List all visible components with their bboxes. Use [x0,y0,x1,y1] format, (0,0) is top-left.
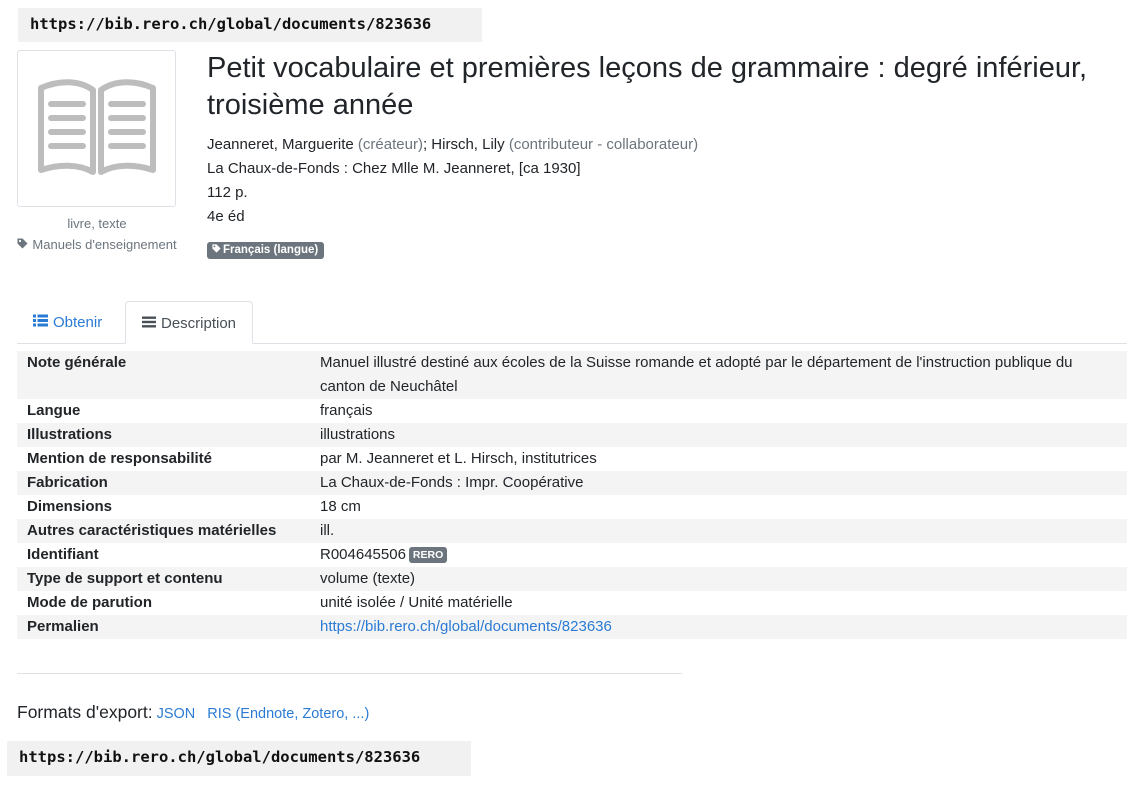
field-value [310,615,1127,639]
table-row [17,615,1127,639]
table-row [17,399,1127,423]
field-value: volume (texte) [320,570,416,587]
language-badge-label: Français (langue) [223,244,319,256]
field-label: Note générale [27,354,127,371]
tab-description-label: Description [161,315,237,332]
table-row [17,351,1127,399]
field-value: ill. [320,522,335,539]
table-row [17,543,1127,567]
field-label: Permalien [27,618,99,635]
author-role: (créateur) [357,136,423,153]
author-separator: ; [422,136,428,153]
extent: 112 p. [207,184,248,201]
table-row [17,447,1127,471]
description-table [17,351,1127,639]
url-banner-bottom: https://bib.rero.ch/global/documents/823636 [7,741,471,776]
field-label: Mention de responsabilité [27,450,213,467]
subject-tag[interactable] [17,236,177,253]
field-label: Identifiant [27,546,99,563]
field-label: Mode de parution [27,594,152,611]
field-label: Fabrication [27,474,108,491]
export-ris-link[interactable]: RIS (Endnote, Zotero, ...) [207,706,370,722]
field-value: Manuel illustré destiné aux écoles de la Suisse romande et adopté par le département de l'instruction publique du canton de Neuchâtel [320,354,1073,395]
cover-thumbnail [17,50,176,207]
subject-tag-label: Manuels d'enseignement [32,237,177,252]
author-link[interactable]: Jeanneret, Marguerite [207,136,354,153]
tab-obtenir-label: Obtenir [53,314,103,331]
field-value: unité isolée / Unité matérielle [320,594,513,611]
identifier-value: R004645506 [320,546,406,563]
contributor-role: (contributeur - collaborateur) [508,136,699,153]
permalink-link[interactable]: https://bib.rero.ch/global/documents/823636 [320,618,612,635]
publication-statement: La Chaux-de-Fonds : Chez Mlle M. Jeanneret, [ca 1930] [207,160,581,177]
tab-obtenir[interactable] [17,301,118,343]
field-value: 18 cm [320,498,361,515]
table-row [17,423,1127,447]
table-row [17,495,1127,519]
field-label: Langue [27,402,81,419]
document-title: Petit vocabulaire et premières leçons de grammaire : degré inférieur, troisième année [207,52,1088,121]
tab-bar [17,301,1127,344]
contributor-link[interactable]: Hirsch, Lily [431,136,505,153]
field-value: La Chaux-de-Fonds : Impr. Coopérative [320,474,584,491]
field-value: par M. Jeanneret et L. Hirsch, institutrices [320,450,597,467]
field-value: illustrations [320,426,396,443]
bars-icon [142,302,156,344]
field-label: Type de support et contenu [27,570,223,587]
source-badge: RERO [409,547,447,563]
open-book-icon [35,76,159,180]
export-label: Formats d'export: [17,702,153,722]
table-row [17,519,1127,543]
divider [17,673,682,674]
list-icon [33,301,48,343]
language-badge[interactable] [207,242,324,259]
tag-icon [17,236,28,253]
tab-description[interactable] [125,301,253,344]
table-row [17,471,1127,495]
table-row [17,567,1127,591]
export-formats [17,702,369,723]
table-row [17,591,1127,615]
authors-line [207,136,698,153]
tag-icon [212,244,221,253]
field-label: Dimensions [27,498,113,515]
field-label: Autres caractéristiques matérielles [27,522,277,539]
document-type: livre, texte [67,216,127,231]
edition: 4e éd [207,208,245,225]
field-value [310,543,1127,567]
field-value: français [320,402,373,419]
field-label: Illustrations [27,426,113,443]
export-json-link[interactable]: JSON [156,706,196,722]
url-banner-top: https://bib.rero.ch/global/documents/823636 [18,8,482,42]
